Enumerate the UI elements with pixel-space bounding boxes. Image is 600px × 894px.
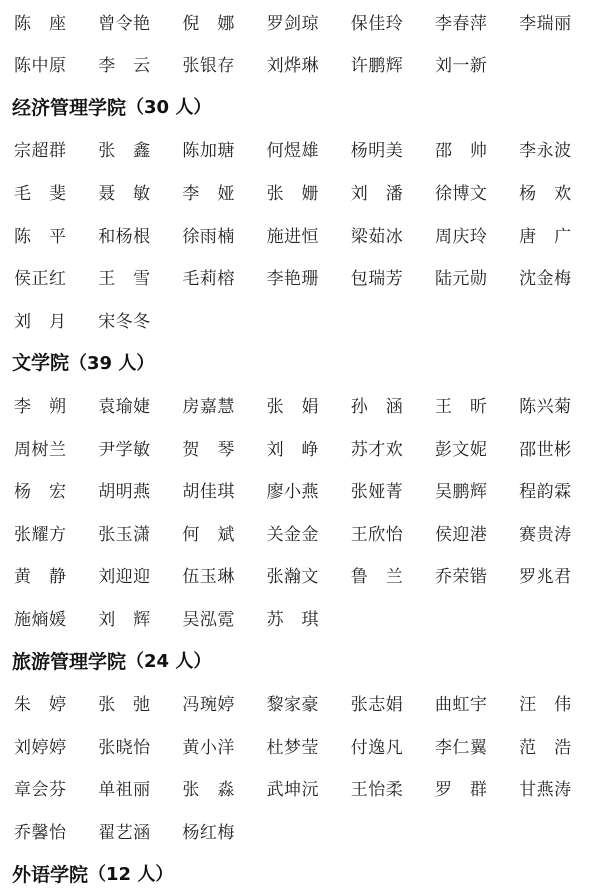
student-name: 吴泓霓 (182, 609, 235, 630)
name-row (14, 767, 590, 809)
name-row (14, 426, 590, 468)
section-title: 旅游管理学院 (12, 650, 127, 673)
student-name: 翟艺涵 (98, 822, 151, 843)
student-name: 张娅菁 (350, 482, 404, 503)
section-heading (12, 341, 154, 383)
student-name: 程韵霖 (519, 482, 572, 503)
student-name: 房嘉慧 (182, 396, 235, 417)
student-name: 李永波 (519, 141, 572, 162)
name-row (14, 511, 590, 553)
student-name: 汪 伟 (519, 695, 572, 716)
student-name: 何 斌 (182, 524, 235, 545)
student-name: 陈兴菊 (519, 396, 572, 417)
student-name: 胡明燕 (98, 482, 151, 503)
student-name: 苏才欢 (350, 439, 404, 460)
student-name: 倪 娜 (182, 13, 235, 34)
student-name: 周树兰 (14, 439, 67, 460)
student-name: 朱 婷 (14, 695, 67, 716)
student-name: 邵 帅 (434, 141, 488, 162)
name-row (14, 43, 590, 85)
name-row (14, 0, 590, 42)
student-name: 刘 辉 (98, 609, 151, 630)
student-name: 施进恒 (266, 226, 320, 247)
student-name: 侯迎港 (434, 524, 488, 545)
student-name: 张志娟 (350, 695, 404, 716)
name-row (14, 554, 590, 596)
student-name: 黄小洋 (182, 737, 235, 758)
student-name: 刘 潘 (350, 183, 404, 204)
student-name: 赛贵涛 (519, 524, 572, 545)
student-name: 尹学敏 (98, 439, 151, 460)
student-name: 杨 宏 (14, 482, 67, 503)
student-name: 甘燕涛 (519, 780, 572, 801)
student-name: 罗兆君 (519, 567, 572, 588)
section-heading (12, 852, 173, 894)
student-name: 罗剑琼 (266, 13, 320, 34)
student-name: 刘一新 (434, 56, 488, 77)
student-name: 毛 斐 (14, 183, 67, 204)
name-row (14, 469, 590, 511)
student-name: 刘 月 (14, 311, 67, 332)
student-name: 伍玉琳 (182, 567, 235, 588)
section-count: （12 人） (88, 864, 174, 885)
name-row (14, 170, 590, 212)
student-name: 毛莉榕 (182, 269, 235, 290)
section-count: （24 人） (126, 651, 212, 672)
name-row (14, 724, 590, 766)
student-name: 孙 涵 (350, 396, 404, 417)
student-name: 徐雨楠 (182, 226, 235, 247)
section-title: 外语学院 (12, 863, 89, 886)
student-name: 武坤沅 (266, 780, 320, 801)
student-name: 刘 峥 (266, 439, 320, 460)
name-row (14, 213, 590, 255)
student-name: 曲虹宇 (434, 695, 488, 716)
student-name: 陈 平 (14, 226, 67, 247)
student-name: 苏 琪 (266, 609, 320, 630)
student-name: 刘烨琳 (266, 56, 320, 77)
student-name: 周庆玲 (434, 226, 488, 247)
student-name: 张 娟 (266, 396, 320, 417)
section-count: （39 人） (69, 352, 155, 374)
name-row (14, 383, 590, 425)
student-name: 李 娅 (182, 183, 235, 204)
student-name: 刘婷婷 (14, 737, 67, 758)
student-name: 张 鑫 (98, 141, 151, 162)
student-name: 吴鹏辉 (434, 482, 488, 503)
student-name: 冯琬婷 (182, 695, 235, 716)
student-name: 张耀方 (14, 524, 67, 545)
student-name: 王欣怡 (350, 524, 404, 545)
student-name: 梁茹冰 (350, 226, 404, 247)
student-name: 邵世彬 (519, 439, 572, 460)
student-name: 刘迎迎 (98, 567, 151, 588)
student-name: 黎家豪 (266, 695, 320, 716)
student-name: 杨红梅 (182, 822, 235, 843)
name-row (14, 809, 590, 851)
section-title: 文学院 (12, 352, 70, 375)
student-name: 李仁翼 (434, 737, 488, 758)
section-title: 经济管理学院 (12, 96, 127, 119)
student-name: 鲁 兰 (350, 567, 404, 588)
student-name: 乔馨怡 (14, 822, 67, 843)
student-name: 关金金 (266, 524, 320, 545)
student-name: 陆元勋 (434, 269, 488, 290)
student-name: 李艳珊 (266, 269, 320, 290)
student-name: 李春萍 (434, 13, 488, 34)
student-name: 张 姗 (266, 183, 320, 204)
student-name: 张银存 (182, 56, 235, 77)
student-name: 陈中原 (14, 56, 67, 77)
student-name: 王怡柔 (350, 780, 404, 801)
student-name: 陈加瑭 (182, 141, 235, 162)
student-name: 曾令艳 (98, 13, 151, 34)
student-name: 张瀚文 (266, 567, 320, 588)
student-name: 乔荣锴 (434, 567, 488, 588)
student-name: 张 淼 (182, 780, 235, 801)
student-name: 何煜雄 (266, 141, 320, 162)
student-name: 范 浩 (519, 737, 572, 758)
student-name: 聂 敏 (98, 183, 151, 204)
student-name: 王 雪 (98, 269, 151, 290)
section-count: （30 人） (126, 97, 212, 119)
student-name: 唐 广 (519, 226, 572, 247)
student-name: 杨明美 (350, 141, 404, 162)
student-name: 许鹏辉 (350, 56, 404, 77)
student-name: 施熵媛 (14, 609, 67, 630)
name-row (14, 256, 590, 298)
student-name: 张玉潇 (98, 524, 151, 545)
student-name: 沈金梅 (519, 269, 572, 290)
student-name: 李 朔 (14, 396, 67, 417)
student-name: 廖小燕 (266, 482, 320, 503)
student-name: 陈 座 (14, 13, 67, 34)
student-name: 王 昕 (434, 396, 488, 417)
student-name: 彭文妮 (434, 439, 488, 460)
student-name: 李 云 (98, 56, 151, 77)
student-name: 黄 静 (14, 567, 67, 588)
student-name: 保佳玲 (350, 13, 404, 34)
student-name: 李瑞丽 (519, 13, 572, 34)
student-name: 和杨根 (98, 226, 151, 247)
name-row (14, 298, 590, 340)
student-name: 杜梦莹 (266, 737, 320, 758)
student-name: 付逸凡 (350, 737, 404, 758)
name-row (14, 128, 590, 170)
section-heading (12, 639, 211, 681)
student-name: 单祖丽 (98, 780, 151, 801)
name-row (14, 682, 590, 724)
student-name: 胡佳琪 (182, 482, 235, 503)
student-name: 包瑞芳 (350, 269, 404, 290)
name-row (14, 596, 590, 638)
student-name: 张 弛 (98, 695, 151, 716)
student-name: 侯正红 (14, 269, 67, 290)
student-name: 章会芬 (14, 780, 67, 801)
student-name: 张晓怡 (98, 737, 151, 758)
student-name: 宗超群 (14, 141, 67, 162)
student-name: 袁瑜婕 (98, 396, 151, 417)
student-name: 徐博文 (434, 183, 488, 204)
student-name: 杨 欢 (519, 183, 572, 204)
section-heading (12, 85, 211, 127)
student-name: 罗 群 (434, 780, 488, 801)
student-name: 宋冬冬 (98, 311, 151, 332)
student-name: 贺 琴 (182, 439, 235, 460)
